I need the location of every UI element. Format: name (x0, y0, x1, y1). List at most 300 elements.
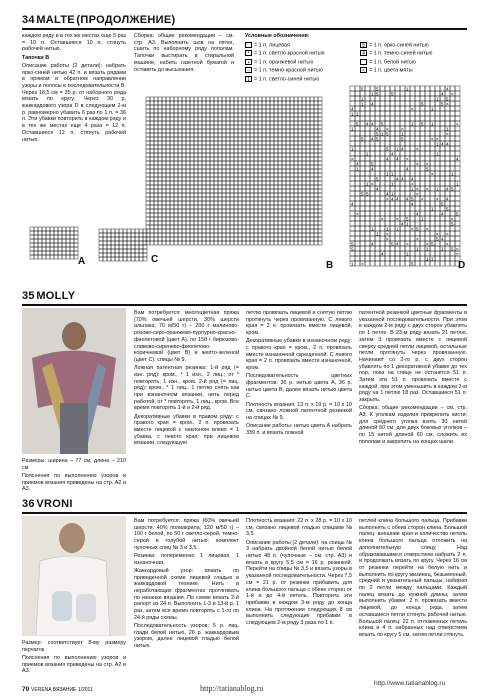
chart-cell (242, 193, 246, 197)
chart-symbol: 4 (446, 86, 449, 92)
chart-cell (258, 105, 262, 109)
legend-symbol-icon: × (360, 67, 367, 73)
chart-cell (306, 129, 310, 133)
chart-cell (238, 157, 242, 161)
chart-cell (178, 213, 182, 217)
chart-cell (107, 257, 111, 261)
chart-cell (234, 109, 238, 113)
chart-cell (174, 141, 178, 145)
chart-cell (234, 217, 238, 221)
chart-cell (218, 97, 222, 101)
chart-cell (166, 193, 170, 197)
chart-symbol: 4 (396, 196, 399, 202)
chart-cell (274, 217, 278, 221)
chart-cell (400, 256, 405, 261)
chart-cell (198, 213, 202, 217)
chart-cell (278, 121, 282, 125)
chart-cell (395, 261, 400, 266)
chart-cell (410, 166, 415, 171)
chart-cell (146, 205, 150, 209)
chart-cell (218, 129, 222, 133)
chart-cell (166, 113, 170, 117)
chart-cell (290, 117, 294, 121)
chart-cell (218, 181, 222, 185)
chart-cell (258, 117, 262, 121)
chart-cell (242, 117, 246, 121)
chart-cell (154, 161, 158, 165)
chart-cell (266, 125, 270, 129)
chart-cell (214, 153, 218, 157)
legend-label: = 1 п. светло-красной нитью (254, 50, 325, 57)
chart-cell (210, 101, 214, 105)
chart-cell (226, 193, 230, 197)
chart-cell (390, 246, 395, 251)
chart-cell (445, 201, 450, 206)
chart-cell (170, 101, 174, 105)
chart-cell (135, 233, 139, 237)
chart-cell (314, 201, 318, 205)
chart-cell (360, 121, 365, 126)
chart-cell (198, 145, 202, 149)
chart-cell (182, 141, 186, 145)
chart-cell (370, 151, 375, 156)
chart-cell (246, 101, 250, 105)
chart-cell (178, 153, 182, 157)
chart-cell (38, 247, 42, 251)
molly-photo (22, 308, 126, 454)
chart-cell (430, 156, 435, 161)
chart-symbol: 1 (456, 181, 459, 187)
chart-cell (58, 231, 62, 235)
chart-cell (400, 261, 405, 266)
chart-cell (198, 97, 202, 101)
chart-cell (380, 96, 385, 101)
chart-cell (435, 91, 440, 96)
chart-cell (170, 157, 174, 161)
chart-cell (385, 256, 390, 261)
chart-cell (314, 169, 318, 173)
chart-cell (226, 177, 230, 181)
chart-cell (218, 149, 222, 153)
chart-symbol: 1 (386, 171, 389, 177)
chart-cell (238, 241, 242, 245)
chart-cell (242, 153, 246, 157)
chart-cell (405, 181, 410, 186)
chart-cell (290, 209, 294, 213)
chart-cell (46, 239, 50, 243)
chart-cell (42, 243, 46, 247)
chart-cell (238, 181, 242, 185)
chart-cell (385, 261, 390, 266)
chart-cell (310, 133, 314, 137)
chart-cell (270, 201, 274, 205)
molly-sizes: Размеры: ширина – 77 см, длина – 210 см (22, 458, 126, 471)
chart-cell (214, 193, 218, 197)
chart-cell (286, 105, 290, 109)
chart-cell (162, 181, 166, 185)
chart-cell (107, 241, 111, 245)
chart-cell (166, 161, 170, 165)
chart-cell (400, 96, 405, 101)
chart-cell (410, 96, 415, 101)
chart-cell (430, 161, 435, 166)
chart-cell (270, 161, 274, 165)
chart-symbol: 4 (396, 176, 399, 182)
chart-cell (150, 129, 154, 133)
chart-symbol: 4 (441, 211, 444, 217)
chart-symbol: 4 (351, 106, 354, 112)
chart-cell (375, 221, 380, 226)
chart-cell (302, 153, 306, 157)
chart-cell (455, 186, 460, 191)
chart-cell (166, 165, 170, 169)
chart-cell (286, 101, 290, 105)
chart-cell (266, 105, 270, 109)
chart-cell (282, 105, 286, 109)
chart-cell (380, 86, 385, 91)
chart-cell (202, 97, 206, 101)
chart-cell (150, 97, 154, 101)
chart-cell (455, 91, 460, 96)
chart-cell (314, 229, 318, 233)
chart-cell (258, 201, 262, 205)
chart-cell (286, 221, 290, 225)
chart-cell (455, 106, 460, 111)
chart-cell (355, 236, 360, 241)
chart-cell (146, 217, 150, 221)
chart-cell (440, 181, 445, 186)
chart-cell (250, 193, 254, 197)
chart-symbol: 5 (426, 166, 429, 172)
chart-symbol: × (386, 196, 389, 202)
chart-cell (270, 193, 274, 197)
chart-cell (400, 171, 405, 176)
chart-cell (405, 206, 410, 211)
chart-cell (262, 169, 266, 173)
chart-cell (182, 105, 186, 109)
chart-cell (206, 137, 210, 141)
left-legend-item (245, 76, 350, 83)
chart-cell (210, 225, 214, 229)
chart-symbol: 5 (391, 91, 394, 97)
chart-cell (107, 249, 111, 253)
chart-cell (226, 185, 230, 189)
chart-cell (290, 169, 294, 173)
chart-symbol: 5 (376, 131, 379, 137)
chart-cell (202, 233, 206, 237)
chart-cell (230, 229, 234, 233)
chart-cell (190, 181, 194, 185)
chart-cell (455, 166, 460, 171)
chart-cell (395, 181, 400, 186)
chart-cell (450, 196, 455, 201)
chart-cell (202, 137, 206, 141)
chart-cell (286, 169, 290, 173)
chart-cell (350, 206, 355, 211)
chart-cell (146, 129, 150, 133)
chart-symbol: 5 (441, 201, 444, 207)
chart-symbol: × (411, 181, 414, 187)
vroni-rule (22, 512, 467, 514)
chart-cell (262, 153, 266, 157)
chart-cell (66, 231, 70, 235)
chart-cell (270, 237, 274, 241)
chart-cell (119, 241, 123, 245)
chart-cell (294, 113, 298, 117)
chart-cell (415, 131, 420, 136)
chart-cell (226, 169, 230, 173)
chart-cell (210, 169, 214, 173)
chart-cell (440, 191, 445, 196)
chart-cell (440, 256, 445, 261)
chart-cell (450, 166, 455, 171)
chart-cell (365, 166, 370, 171)
chart-symbol: 1 (391, 181, 394, 187)
chart-cell (99, 253, 103, 257)
chart-cell (202, 153, 206, 157)
chart-cell (254, 137, 258, 141)
chart-cell (214, 129, 218, 133)
chart-cell (146, 193, 150, 197)
chart-cell (194, 137, 198, 141)
chart-cell (370, 191, 375, 196)
chart-cell (190, 161, 194, 165)
chart-cell (246, 189, 250, 193)
chart-cell (375, 101, 380, 106)
chart-cell (194, 109, 198, 113)
chart-cell (270, 137, 274, 141)
chart-cell (298, 105, 302, 109)
chart-cell (218, 133, 222, 137)
chart-symbol: × (361, 261, 364, 267)
chart-cell (190, 121, 194, 125)
chart-cell (360, 256, 365, 261)
chart-cell (314, 209, 318, 213)
molly-rule (22, 304, 467, 306)
chart-cell (214, 185, 218, 189)
chart-cell (350, 101, 355, 106)
chart-cell (34, 235, 38, 239)
chart-symbol: 5 (361, 86, 364, 92)
chart-cell (445, 121, 450, 126)
chart-symbol: × (431, 136, 434, 142)
chart-cell (190, 145, 194, 149)
header-rule (22, 28, 467, 30)
chart-cell (146, 177, 150, 181)
chart-cell (370, 126, 375, 131)
chart-cell (143, 245, 147, 249)
chart-cell (210, 181, 214, 185)
chart-cell (435, 226, 440, 231)
chart-cell (258, 225, 262, 229)
chart-cell (214, 213, 218, 217)
chart-symbol: 4 (391, 196, 394, 202)
chart-cell (314, 181, 318, 185)
chart-cell (375, 111, 380, 116)
chart-cell (154, 173, 158, 177)
chart-cell (50, 247, 54, 251)
chart-cell (410, 116, 415, 121)
chart-cell (190, 189, 194, 193)
chart-symbol: 4 (411, 201, 414, 207)
chart-cell (306, 197, 310, 201)
footer-watermark[interactable]: http://tatianablog.ru (200, 684, 264, 693)
chart-cell (286, 193, 290, 197)
chart-cell (150, 181, 154, 185)
chart-cell (435, 261, 440, 266)
chart-cell (202, 129, 206, 133)
chart-cell (274, 165, 278, 169)
chart-cell (178, 241, 182, 245)
chart-cell (146, 125, 150, 129)
chart-cell (246, 233, 250, 237)
chart-cell (415, 116, 420, 121)
chart-cell (302, 161, 306, 165)
section-title-slippers: Тапочки В (22, 54, 50, 61)
chart-cell (230, 177, 234, 181)
chart-letter-b: B (326, 260, 334, 271)
chart-cell (186, 129, 190, 133)
chart-cell (306, 225, 310, 229)
chart-cell (262, 149, 266, 153)
chart-cell (186, 197, 190, 201)
legend-symbol-icon (245, 42, 252, 48)
chart-cell (455, 126, 460, 131)
chart-symbol: 1 (381, 131, 384, 137)
chart-cell (150, 141, 154, 145)
chart-cell (135, 249, 139, 253)
chart-cell (318, 237, 322, 241)
chart-cell (306, 105, 310, 109)
chart-cell (375, 121, 380, 126)
chart-cell (302, 121, 306, 125)
chart-cell (178, 113, 182, 117)
chart-cell (440, 126, 445, 131)
legend-label: = 1 п. белой нитью (369, 59, 416, 66)
chart-cell (270, 225, 274, 229)
vroni-sequence: Последовательность узоров: 5 р. лиц. глади белой нитью, 26 р. жаккардовым узором, далее лицевой гладью белой нитью. (134, 623, 239, 650)
chart-cell (306, 145, 310, 149)
chart-cell (286, 177, 290, 181)
chart-cell (170, 133, 174, 137)
chart-cell (178, 197, 182, 201)
chart-cell (206, 221, 210, 225)
chart-cell (440, 151, 445, 156)
chart-cell (302, 129, 306, 133)
chart-cell (282, 137, 286, 141)
chart-cell (107, 253, 111, 257)
chart-cell (278, 145, 282, 149)
chart-cell (415, 91, 420, 96)
chart-cell (365, 206, 370, 211)
chart-cell (380, 171, 385, 176)
chart-cell (182, 101, 186, 105)
chart-cell (306, 121, 310, 125)
chart-cell (170, 209, 174, 213)
chart-cell (274, 169, 278, 173)
chart-cell (174, 173, 178, 177)
chart-cell (226, 105, 230, 109)
chart-cell (274, 133, 278, 137)
chart-cell (254, 201, 258, 205)
chart-cell (190, 165, 194, 169)
chart-cell (425, 176, 430, 181)
chart-cell (198, 237, 202, 241)
chart-cell (270, 197, 274, 201)
chart-cell (380, 211, 385, 216)
chart-cell (178, 117, 182, 121)
chart-cell (314, 137, 318, 141)
chart-cell (202, 105, 206, 109)
chart-cell (375, 156, 380, 161)
chart-cell (250, 209, 254, 213)
chart-cell (206, 193, 210, 197)
chart-cell (298, 201, 302, 205)
chart-cell (360, 131, 365, 136)
chart-symbol: 4 (371, 166, 374, 172)
chart-cell (190, 153, 194, 157)
chart-cell (170, 161, 174, 165)
chart-cell (415, 126, 420, 131)
chart-symbol: 5 (376, 86, 379, 92)
chart-cell (270, 145, 274, 149)
chart-cell (158, 101, 162, 105)
chart-cell (440, 196, 445, 201)
chart-cell (294, 241, 298, 245)
chart-cell (405, 96, 410, 101)
chart-cell (246, 133, 250, 137)
chart-cell (420, 91, 425, 96)
chart-cell (435, 131, 440, 136)
chart-cell (178, 165, 182, 169)
chart-cell (99, 245, 103, 249)
chart-cell (278, 101, 282, 105)
chart-cell (370, 216, 375, 221)
left-legend-item (245, 67, 350, 74)
chart-cell (410, 236, 415, 241)
chart-cell (360, 226, 365, 231)
chart-cell (226, 217, 230, 221)
chart-cell (194, 97, 198, 101)
chart-cell (198, 193, 202, 197)
chart-cell (390, 206, 395, 211)
chart-cell (234, 237, 238, 241)
chart-cell (440, 216, 445, 221)
chart-cell (302, 101, 306, 105)
chart-cell (282, 113, 286, 117)
chart-cell (355, 151, 360, 156)
chart-cell (266, 117, 270, 121)
chart-cell (123, 237, 127, 241)
chart-cell (158, 97, 162, 101)
chart-cell (146, 133, 150, 137)
chart-cell (234, 137, 238, 141)
chart-cell (355, 256, 360, 261)
chart-cell (365, 176, 370, 181)
chart-symbol: 5 (411, 196, 414, 202)
chart-symbol: 4 (391, 151, 394, 157)
chart-cell (242, 225, 246, 229)
chart-cell (290, 133, 294, 137)
chart-cell (435, 256, 440, 261)
chart-cell (131, 253, 135, 257)
chart-cell (266, 181, 270, 185)
chart-cell (226, 233, 230, 237)
chart-cell (425, 196, 430, 201)
chart-cell (238, 129, 242, 133)
footer-watermark-right[interactable]: http://www.tatianablog.ru (374, 680, 446, 687)
chart-cell (278, 169, 282, 173)
